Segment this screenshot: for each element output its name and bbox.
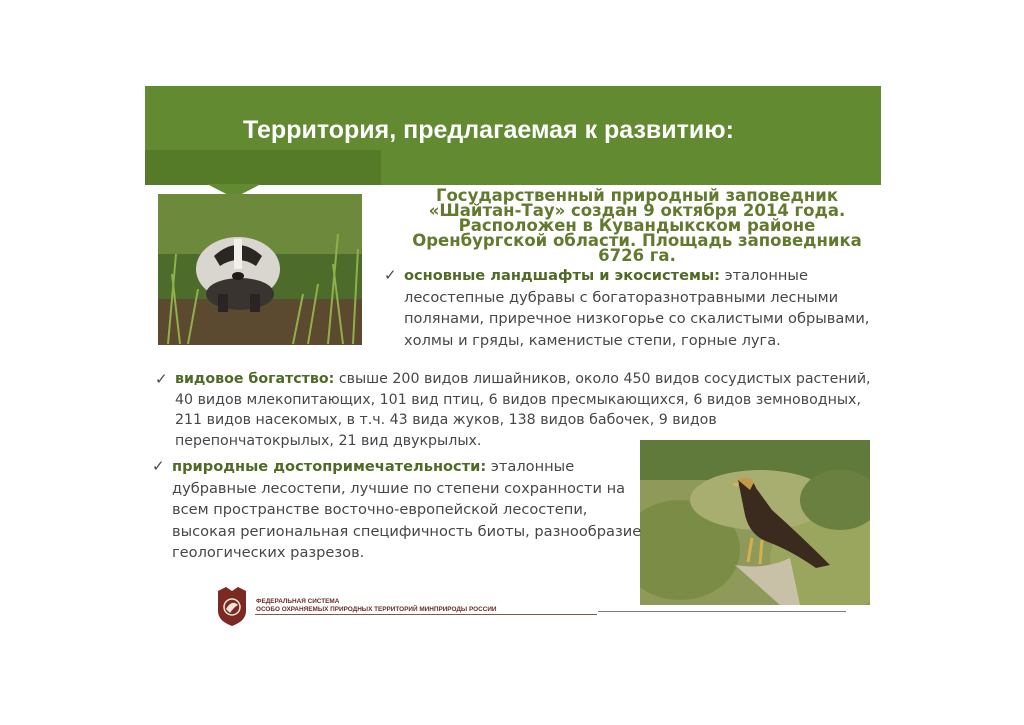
eagle-photo (640, 440, 870, 605)
checkmark-icon: ✓ (384, 266, 397, 284)
org-name-line1: ФЕДЕРАЛЬНАЯ СИСТЕМА (256, 598, 340, 605)
bullet-landscapes (384, 265, 884, 351)
checkmark-icon: ✓ (152, 457, 165, 475)
footer-divider (255, 614, 597, 615)
org-name (256, 598, 616, 614)
org-name-line2: ОСОБО ОХРАНЯЕМЫХ ПРИРОДНЫХ ТЕРРИТОРИЙ МИНПРИРОДЫ РОССИИ (256, 606, 497, 613)
title-banner-shade (145, 150, 381, 185)
page-title: Территория, предлагаемая к развитию: (243, 116, 734, 144)
bullet-heading: природные достопримечательности: (172, 458, 487, 475)
footer-divider-right (598, 611, 846, 612)
bullet-text: свыше 200 видов лишайников, около 450 видов сосудистых растений, 40 видов млекопитающих, 101 вид птиц, 6 видов пресмыкающихся, 6 видов земноводных, 211 видов насекомых, в т.ч. 43 вида жуков, 138 видов бабочек, 9 видов перепончатокрылых, 21 вид двукрылых. (175, 371, 871, 449)
bullet-text: эталонные лесостепные дубравы с богаторазнотравными лесными полянами, приречное низкогорье со скалистыми обрывами, холмы и гряды, каменистые степи, горные луга. (404, 267, 870, 349)
checkmark-icon: ✓ (155, 370, 168, 388)
reserve-intro: Государственный природный заповедник «Шайтан-Тау» создан 9 октября 2014 года. Расположен в Кувандыкском районе Оренбургской области. Площадь заповедника 6726 га. (412, 186, 862, 265)
bullet-species (155, 369, 875, 451)
bullet-heading: видовое богатство: (175, 371, 335, 387)
oopt-logo-icon (216, 585, 248, 627)
bullet-landmarks (152, 456, 642, 564)
badger-photo (158, 194, 362, 345)
bullet-heading: основные ландшафты и экосистемы: (404, 267, 720, 284)
bullet-text: эталонные дубравные лесостепи, лучшие по степени сохранности на всем пространстве восточно-европейской лесостепи, высокая региональная специфичность биоты, разнообразие геологических разрезов. (172, 458, 642, 561)
